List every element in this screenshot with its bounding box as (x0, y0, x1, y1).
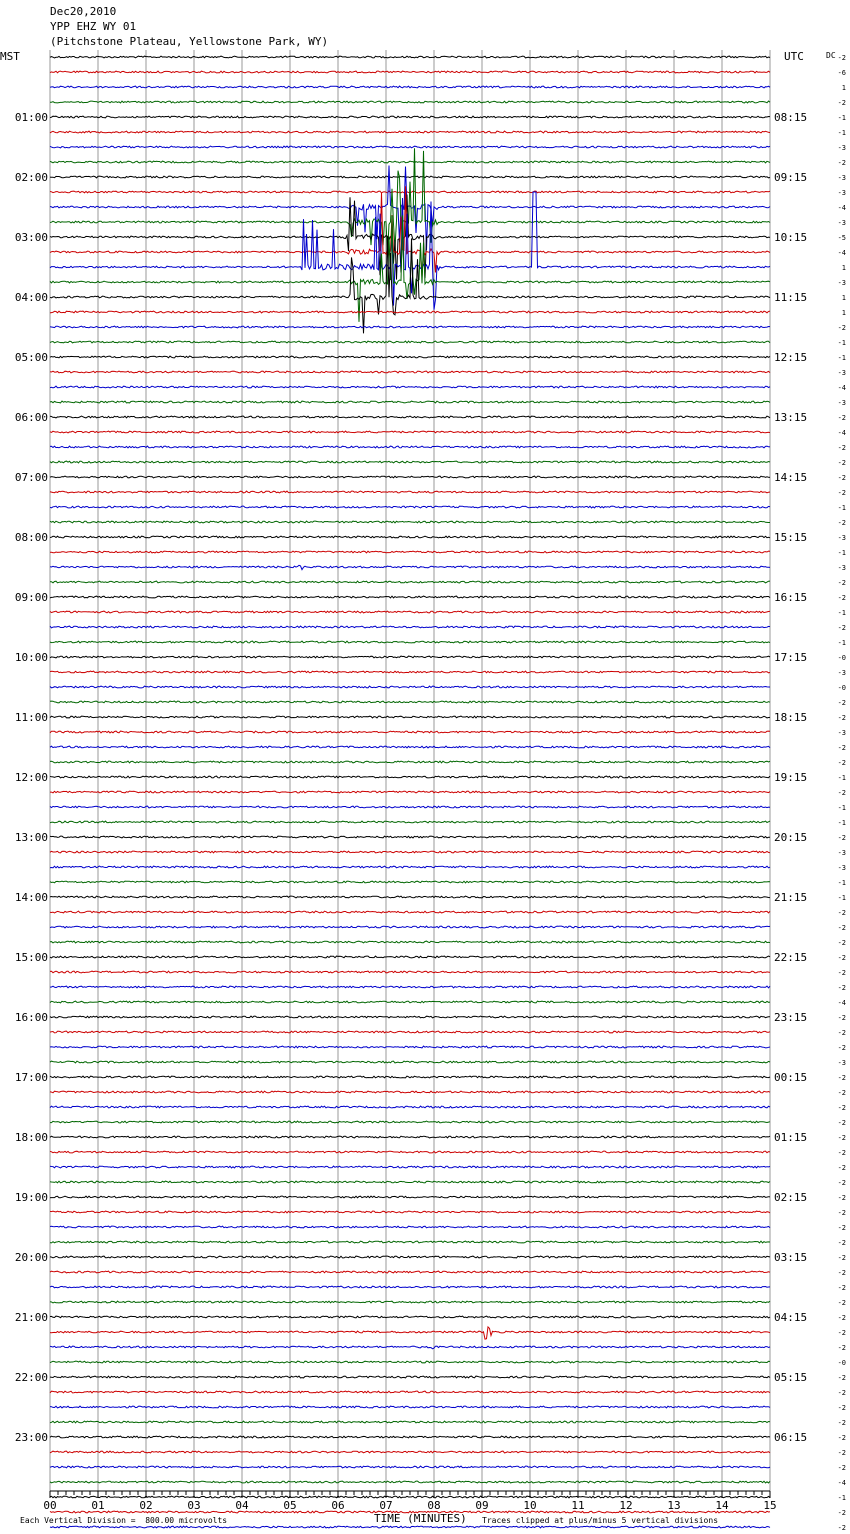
dc-offset-label: -3 (837, 399, 846, 407)
dc-offset-label: -2 (837, 1389, 846, 1397)
x-tick-label: 13 (667, 1499, 681, 1512)
mst-hour-label: 17:00 (14, 1071, 48, 1084)
mst-hour-label: 21:00 (14, 1311, 48, 1324)
utc-hour-label: 16:15 (774, 591, 808, 604)
dc-offset-label: -1 (837, 129, 846, 137)
seismic-trace (50, 371, 770, 373)
utc-hour-label: 23:15 (774, 1011, 808, 1024)
record-date: Dec20,2010 (50, 5, 117, 18)
dc-offset-label: -2 (837, 1434, 846, 1442)
seismic-trace (50, 1226, 770, 1228)
dc-offset-label: -1 (837, 774, 846, 782)
seismic-trace (50, 146, 770, 148)
dc-offset-label: -2 (837, 909, 846, 917)
seismic-trace (50, 1211, 770, 1213)
seismic-trace (50, 1316, 770, 1318)
seismic-trace (50, 791, 770, 793)
dc-offset-label: -1 (837, 639, 846, 647)
utc-hour-label: 21:15 (774, 891, 808, 904)
mst-hour-label: 09:00 (14, 591, 48, 604)
dc-offset-label: -3 (837, 864, 846, 872)
seismic-trace (50, 446, 770, 448)
x-tick-label: 09 (475, 1499, 489, 1512)
mst-hour-label: 16:00 (14, 1011, 48, 1024)
seismic-trace (50, 551, 770, 553)
seismic-trace (50, 356, 770, 358)
dc-offset-label: -2 (837, 1014, 846, 1022)
seismic-trace (50, 1091, 770, 1093)
seismic-trace (50, 911, 770, 913)
seismic-trace (50, 866, 770, 868)
seismic-trace (50, 941, 770, 943)
utc-axis-title: UTC (784, 50, 804, 63)
x-tick-label: 08 (427, 1499, 441, 1512)
station-code: YPP EHZ WY 01 (50, 20, 137, 33)
dc-offset-label: -2 (837, 1239, 846, 1247)
seismic-trace (50, 1406, 770, 1408)
dc-offset-label: -2 (837, 1404, 846, 1412)
seismic-trace (50, 1076, 770, 1078)
dc-offset-label: -2 (837, 1329, 846, 1337)
seismic-trace (50, 851, 770, 853)
dc-offset-label: -2 (837, 834, 846, 842)
utc-hour-label: 19:15 (774, 771, 808, 784)
dc-offset-label: -0 (837, 684, 846, 692)
dc-offset-label: -2 (837, 969, 846, 977)
x-axis-title: TIME (MINUTES) (374, 1512, 467, 1525)
seismic-trace (50, 1271, 770, 1273)
mst-hour-label: 11:00 (14, 711, 48, 724)
seismic-trace (50, 701, 770, 703)
dc-offset-label: -2 (837, 1344, 846, 1352)
dc-offset-label: -2 (837, 1464, 846, 1472)
seismic-trace (50, 1241, 770, 1243)
dc-offset-label: -1 (837, 609, 846, 617)
dc-offset-label: -3 (837, 369, 846, 377)
seismic-trace (50, 671, 770, 673)
dc-offset-label: -2 (837, 954, 846, 962)
dc-offset-label: -3 (837, 849, 846, 857)
dc-offset-label: -1 (837, 894, 846, 902)
mst-hour-label: 07:00 (14, 471, 48, 484)
dc-offset-label: -1 (837, 354, 846, 362)
seismic-trace (50, 956, 770, 958)
x-tick-label: 14 (715, 1499, 729, 1512)
seismic-trace (50, 461, 770, 463)
dc-offset-label: -2 (837, 624, 846, 632)
seismic-trace (50, 71, 770, 73)
seismic-trace (50, 1106, 770, 1108)
dc-offset-label: -2 (837, 1119, 846, 1127)
x-tick-label: 07 (379, 1499, 393, 1512)
seismic-trace (50, 416, 770, 418)
utc-hour-label: 13:15 (774, 411, 808, 424)
dc-offset-label: -6 (837, 69, 846, 77)
dc-offset-label: -4 (837, 384, 846, 392)
dc-offset-label: -2 (837, 414, 846, 422)
seismic-trace (50, 311, 770, 313)
seismic-trace (50, 56, 770, 58)
scale-note: Each Vertical Division = 800.00 microvolts (20, 1516, 228, 1525)
utc-hour-label: 09:15 (774, 171, 808, 184)
mst-hour-label: 06:00 (14, 411, 48, 424)
dc-offset-label: -3 (837, 189, 846, 197)
station-location: (Pitchstone Plateau, Yellowstone Park, WY) (50, 35, 329, 48)
utc-hour-label: 08:15 (774, 111, 808, 124)
x-tick-label: 04 (235, 1499, 249, 1512)
utc-hour-label: 06:15 (774, 1431, 808, 1444)
mst-hour-label: 05:00 (14, 351, 48, 364)
dc-offset-label: -2 (837, 1524, 846, 1532)
seismic-trace (50, 1496, 770, 1498)
seismic-trace (50, 1301, 770, 1303)
dc-offset-label: -4 (837, 429, 846, 437)
seismic-trace (50, 1451, 770, 1453)
mst-hour-label: 22:00 (14, 1371, 48, 1384)
utc-hour-label: 22:15 (774, 951, 808, 964)
dc-offset-label: -2 (837, 444, 846, 452)
dc-offset-label: -2 (837, 489, 846, 497)
utc-hour-label: 14:15 (774, 471, 808, 484)
dc-offset-label: -4 (837, 204, 846, 212)
dc-offset-label: -4 (837, 999, 846, 1007)
seismic-trace (50, 236, 770, 333)
seismic-trace (50, 641, 770, 643)
dc-offset-label: -2 (837, 924, 846, 932)
dc-offset-label: -1 (837, 504, 846, 512)
dc-offset-label: -2 (837, 1374, 846, 1382)
dc-offset-label: -2 (837, 1449, 846, 1457)
seismic-trace (50, 1061, 770, 1063)
seismic-trace (50, 326, 770, 328)
dc-offset-label: -2 (837, 744, 846, 752)
mst-hour-label: 23:00 (14, 1431, 48, 1444)
dc-offset-label: -2 (837, 1044, 846, 1052)
dc-offset-label: 1 (841, 309, 846, 317)
seismic-trace (50, 401, 770, 403)
mst-hour-label: 12:00 (14, 771, 48, 784)
seismic-trace (50, 731, 770, 733)
utc-hour-label: 01:15 (774, 1131, 808, 1144)
seismic-trace (50, 101, 770, 103)
utc-hour-label: 00:15 (774, 1071, 808, 1084)
seismic-trace (50, 836, 770, 838)
seismic-trace (50, 1361, 770, 1363)
utc-hour-label: 03:15 (774, 1251, 808, 1264)
seismic-trace (50, 1121, 770, 1123)
utc-hour-label: 05:15 (774, 1371, 808, 1384)
seismic-trace (50, 1421, 770, 1423)
dc-offset-label: -2 (837, 1089, 846, 1097)
dc-offset-label: -2 (837, 1509, 846, 1517)
seismic-trace (50, 341, 770, 343)
seismic-trace (50, 716, 770, 718)
dc-offset-label: 1 (841, 264, 846, 272)
seismic-trace (50, 1466, 770, 1468)
dc-offset-label: -3 (837, 279, 846, 287)
dc-offset-label: -2 (837, 1254, 846, 1262)
seismic-trace (50, 116, 770, 118)
dc-offset-label: -2 (837, 1314, 846, 1322)
dc-offset-label: -2 (837, 699, 846, 707)
dc-offset-label: -2 (837, 1299, 846, 1307)
seismic-trace (50, 1436, 770, 1438)
seismic-trace (50, 186, 770, 277)
seismic-trace (50, 1151, 770, 1153)
dc-offset-label: -3 (837, 669, 846, 677)
mst-hour-label: 19:00 (14, 1191, 48, 1204)
mst-hour-label: 20:00 (14, 1251, 48, 1264)
seismic-trace (50, 431, 770, 433)
dc-offset-label: -0 (837, 1359, 846, 1367)
seismic-trace (50, 776, 770, 778)
dc-offset-label: -2 (837, 714, 846, 722)
seismic-trace (50, 896, 770, 898)
utc-hour-label: 15:15 (774, 531, 808, 544)
utc-hour-label: 20:15 (774, 831, 808, 844)
dc-offset-label: -3 (837, 729, 846, 737)
dc-offset-label: -2 (837, 984, 846, 992)
seismic-trace (50, 521, 770, 523)
dc-offset-label: -2 (837, 1134, 846, 1142)
dc-offset-label: -1 (837, 879, 846, 887)
seismic-trace (50, 1001, 770, 1003)
dc-column-title: DC (826, 51, 836, 60)
dc-offset-label: 1 (841, 294, 846, 302)
dc-offset-label: -4 (837, 249, 846, 257)
seismic-trace (50, 1181, 770, 1183)
x-tick-label: 06 (331, 1499, 345, 1512)
seismic-trace (50, 131, 770, 133)
dc-offset-label: -5 (837, 234, 846, 242)
mst-hour-label: 02:00 (14, 171, 48, 184)
seismic-trace (50, 926, 770, 928)
dc-offset-label: -3 (837, 144, 846, 152)
dc-offset-label: -3 (837, 219, 846, 227)
seismic-trace (50, 821, 770, 823)
dc-offset-label: -2 (837, 1224, 846, 1232)
mst-hour-label: 18:00 (14, 1131, 48, 1144)
seismic-trace (50, 611, 770, 613)
dc-offset-label: -3 (837, 534, 846, 542)
seismic-trace (50, 86, 770, 88)
dc-offset-label: -2 (837, 1104, 846, 1112)
utc-hour-label: 17:15 (774, 651, 808, 664)
dc-offset-label: -2 (837, 1029, 846, 1037)
dc-offset-label: -1 (837, 819, 846, 827)
x-tick-label: 15 (763, 1499, 777, 1512)
seismic-trace (50, 1256, 770, 1258)
utc-hour-label: 10:15 (774, 231, 808, 244)
dc-offset-label: -2 (837, 789, 846, 797)
dc-offset-label: -2 (837, 594, 846, 602)
utc-hour-label: 02:15 (774, 1191, 808, 1204)
dc-offset-label: -2 (837, 474, 846, 482)
seismic-trace (50, 1196, 770, 1198)
seismic-trace (50, 1376, 770, 1378)
seismic-trace (50, 161, 770, 163)
dc-offset-label: -2 (837, 939, 846, 947)
dc-offset-label: -2 (837, 1269, 846, 1277)
mst-hour-label: 01:00 (14, 111, 48, 124)
seismic-trace (50, 761, 770, 763)
seismic-trace (50, 1327, 770, 1339)
dc-offset-label: -2 (837, 1074, 846, 1082)
dc-offset-label: -0 (837, 654, 846, 662)
dc-offset-label: -2 (837, 159, 846, 167)
x-tick-label: 11 (571, 1499, 585, 1512)
dc-offset-label: -3 (837, 174, 846, 182)
seismic-trace (50, 1031, 770, 1033)
dc-offset-label: -2 (837, 1209, 846, 1217)
utc-hour-label: 18:15 (774, 711, 808, 724)
mst-hour-label: 15:00 (14, 951, 48, 964)
seismic-trace (50, 626, 770, 628)
dc-offset-label: -1 (837, 114, 846, 122)
seismic-trace (50, 1136, 770, 1138)
seismic-trace (50, 1286, 770, 1288)
dc-offset-label: -1 (837, 804, 846, 812)
dc-offset-label: -1 (837, 549, 846, 557)
dc-offset-label: -2 (837, 1194, 846, 1202)
seismic-trace (50, 536, 770, 538)
utc-hour-label: 04:15 (774, 1311, 808, 1324)
seismic-trace (50, 746, 770, 748)
dc-offset-label: -3 (837, 1059, 846, 1067)
seismic-trace (50, 1346, 770, 1349)
dc-offset-label: -4 (837, 1479, 846, 1487)
dc-offset-label: -2 (837, 1179, 846, 1187)
dc-offset-label: -2 (837, 1149, 846, 1157)
dc-offset-label: -2 (837, 1419, 846, 1427)
seismic-trace (50, 386, 770, 388)
seismic-trace (50, 1391, 770, 1393)
mst-hour-label: 04:00 (14, 291, 48, 304)
seismic-trace (50, 1526, 770, 1528)
seismic-trace (50, 476, 770, 478)
x-tick-label: 01 (91, 1499, 105, 1512)
x-tick-label: 02 (139, 1499, 153, 1512)
seismic-trace (50, 581, 770, 583)
seismic-trace (50, 491, 770, 493)
dc-offset-label: -2 (837, 324, 846, 332)
seismic-trace (50, 686, 770, 688)
dc-offset-label: -2 (837, 459, 846, 467)
seismic-trace (50, 596, 770, 598)
dc-offset-label: -3 (837, 564, 846, 572)
dc-offset-label: -2 (837, 759, 846, 767)
seismic-trace (50, 176, 770, 178)
dc-offset-label: -1 (837, 339, 846, 347)
seismic-trace (50, 1046, 770, 1048)
seismic-trace (50, 148, 770, 254)
dc-offset-label: -2 (837, 54, 846, 62)
seismic-trace (50, 1016, 770, 1018)
mst-hour-label: 10:00 (14, 651, 48, 664)
mst-hour-label: 03:00 (14, 231, 48, 244)
mst-hour-label: 13:00 (14, 831, 48, 844)
x-tick-label: 03 (187, 1499, 201, 1512)
dc-offset-label: -2 (837, 1164, 846, 1172)
seismic-trace (50, 1166, 770, 1168)
utc-hour-label: 11:15 (774, 291, 808, 304)
dc-offset-label: -2 (837, 579, 846, 587)
seismic-trace (50, 806, 770, 808)
seismic-trace (50, 986, 770, 988)
seismic-trace (50, 656, 770, 658)
dc-offset-label: -2 (837, 99, 846, 107)
mst-axis-title: MST (0, 50, 20, 63)
seismic-trace (50, 565, 770, 569)
dc-offset-label: 1 (841, 84, 846, 92)
seismic-trace (50, 1481, 770, 1483)
seismic-trace (50, 506, 770, 508)
x-tick-label: 05 (283, 1499, 297, 1512)
x-tick-label: 00 (43, 1499, 57, 1512)
x-tick-label: 12 (619, 1499, 633, 1512)
seismic-trace (50, 971, 770, 973)
x-tick-label: 10 (523, 1499, 537, 1512)
mst-hour-label: 14:00 (14, 891, 48, 904)
seismic-trace (50, 881, 770, 883)
dc-offset-label: -2 (837, 1284, 846, 1292)
utc-hour-label: 12:15 (774, 351, 808, 364)
mst-hour-label: 08:00 (14, 531, 48, 544)
clip-note: Traces clipped at plus/minus 5 vertical divisions (482, 1516, 719, 1525)
dc-offset-label: -2 (837, 519, 846, 527)
dc-offset-label: -1 (837, 1494, 846, 1502)
